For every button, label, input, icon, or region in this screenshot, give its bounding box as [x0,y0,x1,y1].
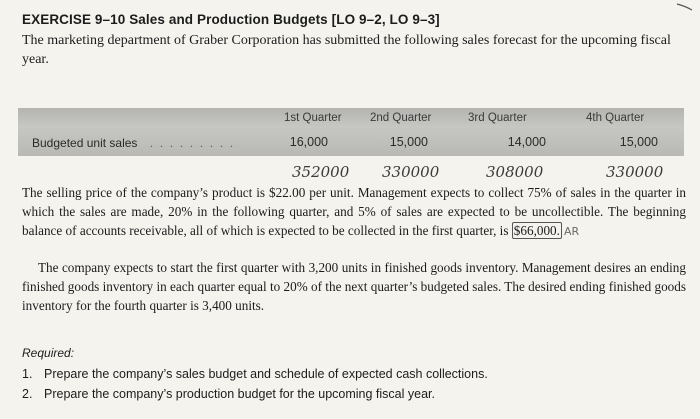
cell-q4-sales: 15,000 [619,135,658,149]
inventory-paragraph: The company expects to start the first quarter with 3,200 units in finished goods inventory. Management desires an ending finished goods inventory in each quarter equal to 20% of the next quarter’s budgeted sales. The desired ending finished goods inventory for the fourth quarter is 3,400 units. [22,260,686,313]
required-item-1 [22,367,488,381]
handwritten-ar-note: AR [563,225,580,238]
boxed-ar-amount: $66,000. [513,223,560,238]
item-text: Prepare the company’s sales budget and schedule of expected cash collections. [44,367,488,381]
exercise-title: EXERCISE 9–10 Sales and Production Budgets [LO 9–2, LO 9–3] [22,12,440,27]
handwritten-q1: 352000 [292,163,350,181]
row-label-budgeted-unit-sales: Budgeted unit sales [32,136,138,150]
intro-paragraph: The marketing department of Graber Corporation has submitted the following sales forecast for the upcoming fiscal year. [22,33,671,67]
header-q4: 4th Quarter [586,112,645,124]
pen-mark-icon [676,2,694,12]
required-label: Required: [22,346,75,360]
cell-q2-sales: 15,000 [389,135,428,149]
header-q3: 3rd Quarter [468,112,527,124]
header-q2: 2nd Quarter [370,112,432,124]
handwritten-q2: 330000 [382,163,440,181]
header-q1: 1st Quarter [284,112,342,124]
handwritten-q4: 330000 [606,163,664,181]
cell-q3-sales: 14,000 [507,135,546,149]
leader-dots: . . . . . . . . . [150,136,235,150]
item-number: 2. [22,387,33,401]
handwritten-q3: 308000 [486,163,544,181]
cell-q1-sales: 16,000 [289,135,328,149]
selling-price-paragraph [22,183,686,241]
paragraph-text: The selling price of the company’s product is $22.00 per unit. Management expects to collect 75% of sales in the quarter in which the sales are made, 20% in the following quarter, and 5% of sales are expected to be uncollectible. The beginning balance of accounts receivable, all of which is expected to be collected in the first quarter, is [22,185,686,238]
required-item-2 [22,387,435,401]
item-number: 1. [22,367,33,381]
item-text: Prepare the company’s production budget for the upcoming fiscal year. [44,387,435,401]
